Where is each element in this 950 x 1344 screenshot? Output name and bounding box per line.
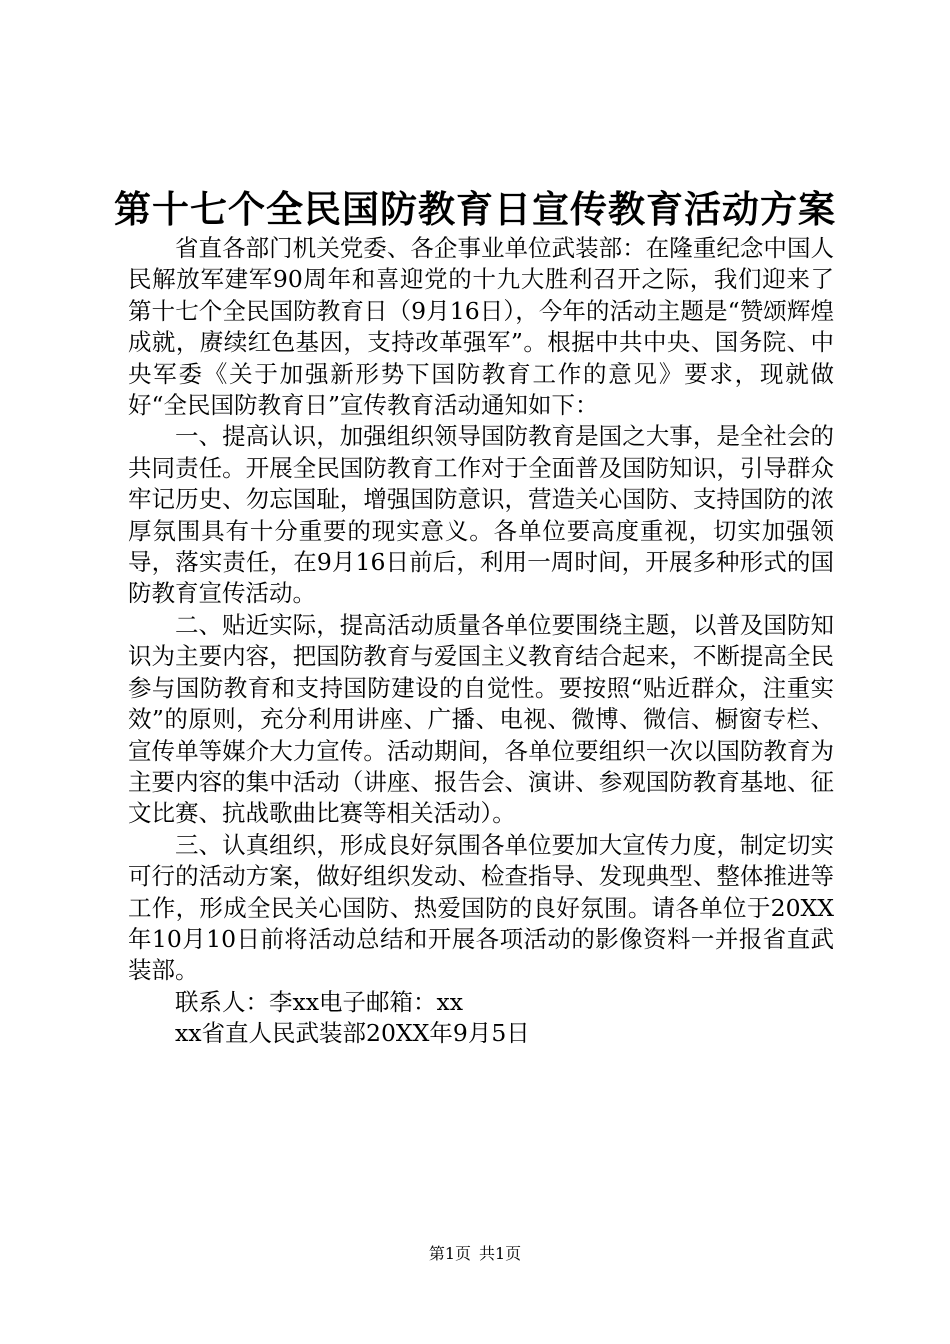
paragraph-contact: 联系人：李xx电子邮箱：xx bbox=[175, 987, 464, 1016]
page-number-total: 共1页 bbox=[479, 1244, 522, 1263]
paragraph-intro: 省直各部门机关党委、各企事业单位武装部：在隆重纪念中国人民解放军建军90周年和喜迎党的十九大胜利召开之际，我们迎来了第十七个全民国防教育日（9月16日），今年的活动主题是“赞颂辉煌成就，赓续红色基因，支持改革强军”。根据中共中央、国务院、中央军委《关于加强新形势下国防教育工作的意见》要求，现就做好“全民国防教育日”宣传教育活动通知如下： bbox=[128, 234, 834, 420]
page-footer bbox=[0, 1244, 950, 1264]
document-body bbox=[128, 233, 834, 1050]
paragraph-section-2: 二、贴近实际，提高活动质量各单位要围绕主题，以普及国防知识为主要内容，把国防教育与爱国主义教育结合起来，不断提高全民参与国防教育和支持国防建设的自觉性。要按照“贴近群众，注重实效”的原则，充分利用讲座、广播、电视、微博、微信、橱窗专栏、宣传单等媒介大力宣传。活动期间，各单位要组织一次以国防教育为主要内容的集中活动（讲座、报告会、演讲、参观国防教育基地、征文比赛、抗战歌曲比赛等相关活动）。 bbox=[128, 610, 834, 828]
paragraph-section-1: 一、提高认识，加强组织领导国防教育是国之大事，是全社会的共同责任。开展全民国防教育工作对于全面普及国防知识，引导群众牢记历史、勿忘国耻，增强国防意识，营造关心国防、支持国防的浓厚氛围具有十分重要的现实意义。各单位要高度重视，切实加强领导，落实责任，在9月16日前后，利用一周时间，开展多种形式的国防教育宣传活动。 bbox=[128, 422, 834, 608]
paragraph-signature: xx省直人民武装部20XX年9月5日 bbox=[175, 1019, 530, 1048]
paragraph-section-3: 三、认真组织，形成良好氛围各单位要加大宣传力度，制定切实可行的活动方案，做好组织发动、检查指导、发现典型、整体推进等工作，形成全民关心国防、热爱国防的良好氛围。请各单位于20XX年10月10日前将活动总结和开展各项活动的影像资料一并报省直武装部。 bbox=[128, 830, 834, 985]
page-number-current: 第1页 bbox=[428, 1244, 471, 1263]
document-title: 第十七个全民国防教育日宣传教育活动方案 bbox=[114, 188, 836, 231]
